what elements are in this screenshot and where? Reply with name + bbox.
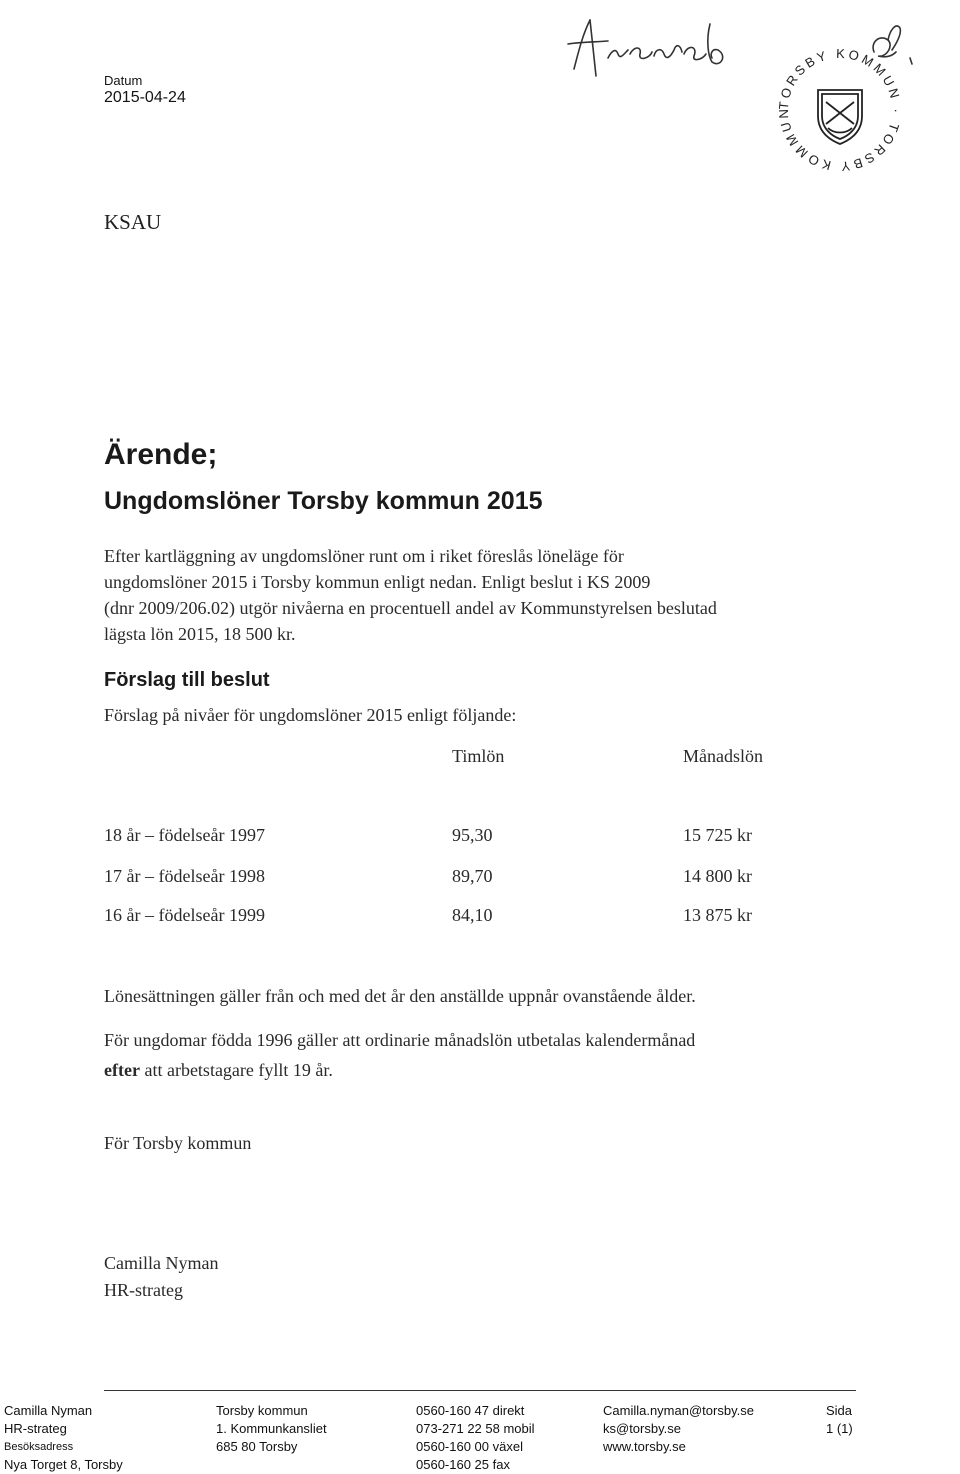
table-cell-age: 17 år – födelseår 1998 xyxy=(104,866,265,886)
footer-org-postal: 685 80 Torsby xyxy=(216,1439,298,1454)
table-cell-monthly: 13 875 kr xyxy=(683,905,752,925)
footer-phone-mobile: 073-271 22 58 mobil xyxy=(416,1421,535,1436)
note-rest: att arbetstagare fyllt 19 år. xyxy=(139,1060,333,1080)
signature-name: Camilla Nyman xyxy=(104,1253,219,1273)
table-cell-age: 18 år – födelseår 1997 xyxy=(104,825,265,845)
intro-paragraph xyxy=(104,543,824,647)
signature-title: HR-strateg xyxy=(104,1280,183,1300)
footer-phone-switchboard: 0560-160 00 växel xyxy=(416,1439,523,1454)
table-cell-hourly: 95,30 xyxy=(452,825,493,845)
svg-text:TORSBY KOMMUN · TORSBY KOMMUN: TORSBY KOMMUN · TORSBY KOMMUN xyxy=(775,45,905,175)
footer-name: Camilla Nyman xyxy=(4,1403,93,1418)
footer-visit-label: Besöksadress xyxy=(4,1441,74,1453)
municipality-seal xyxy=(770,40,910,185)
footer-phones xyxy=(416,1402,535,1474)
table-cell-monthly: 15 725 kr xyxy=(683,825,752,845)
footer-divider xyxy=(104,1390,856,1391)
footer-page xyxy=(826,1402,853,1438)
intro-line: Efter kartläggning av ungdomslöner runt om i riket föreslås löneläge för xyxy=(104,546,624,566)
page-subtitle: Ungdomslöner Torsby kommun 2015 xyxy=(104,487,543,515)
date-label: Datum xyxy=(104,73,143,88)
note-effective: Lönesättningen gäller från och med det år den anställde uppnår ovanstående ålder. xyxy=(104,986,696,1006)
note-bold-word: efter xyxy=(104,1060,140,1080)
section-heading: Förslag till beslut xyxy=(104,669,270,691)
footer-visit-address: Nya Torget 8, Torsby xyxy=(4,1457,123,1472)
footer-fax: 0560-160 25 fax xyxy=(416,1457,510,1472)
column-header-hourly: Timlön xyxy=(452,746,505,766)
footer-org-name: Torsby kommun xyxy=(216,1403,308,1418)
footer-page-label: Sida xyxy=(826,1403,853,1418)
date-value: 2015-04-24 xyxy=(104,89,186,106)
intro-line: lägsta lön 2015, 18 500 kr. xyxy=(104,624,296,644)
table-cell-age: 16 år – födelseår 1999 xyxy=(104,905,265,925)
recipient: KSAU xyxy=(104,210,162,234)
table-cell-hourly: 89,70 xyxy=(452,866,493,886)
note-line-2 xyxy=(104,1055,695,1085)
intro-line: ungdomslöner 2015 i Torsby kommun enligt nedan. Enligt beslut i KS 2009 xyxy=(104,572,651,592)
closing-text: För Torsby kommun xyxy=(104,1133,252,1153)
footer-website[interactable]: www.torsby.se xyxy=(603,1439,686,1454)
footer-phone-direct: 0560-160 47 direkt xyxy=(416,1403,525,1418)
column-header-monthly: Månadslön xyxy=(683,746,763,766)
footer-page-number: 1 (1) xyxy=(826,1421,853,1436)
table-cell-hourly: 84,10 xyxy=(452,905,493,925)
note-born-1996 xyxy=(104,1025,695,1085)
handwritten-annotation xyxy=(560,14,780,89)
footer-web xyxy=(603,1402,754,1456)
footer-contact-person xyxy=(4,1402,123,1474)
footer-org-dept: 1. Kommunkansliet xyxy=(216,1421,327,1436)
footer-email-org[interactable]: ks@torsby.se xyxy=(603,1421,681,1436)
table-cell-monthly: 14 800 kr xyxy=(683,866,752,886)
footer-organization xyxy=(216,1402,327,1456)
intro-line: (dnr 2009/206.02) utgör nivåerna en procentuell andel av Kommunstyrelsen beslutad xyxy=(104,598,717,618)
proposal-text: Förslag på nivåer för ungdomslöner 2015 enligt följande: xyxy=(104,705,517,725)
footer-email-person[interactable]: Camilla.nyman@torsby.se xyxy=(603,1403,754,1418)
footer-role: HR-strateg xyxy=(4,1421,67,1436)
note-line: För ungdomar födda 1996 gäller att ordinarie månadslön utbetalas kalendermånad xyxy=(104,1030,696,1050)
page-title: Ärende; xyxy=(104,438,218,471)
